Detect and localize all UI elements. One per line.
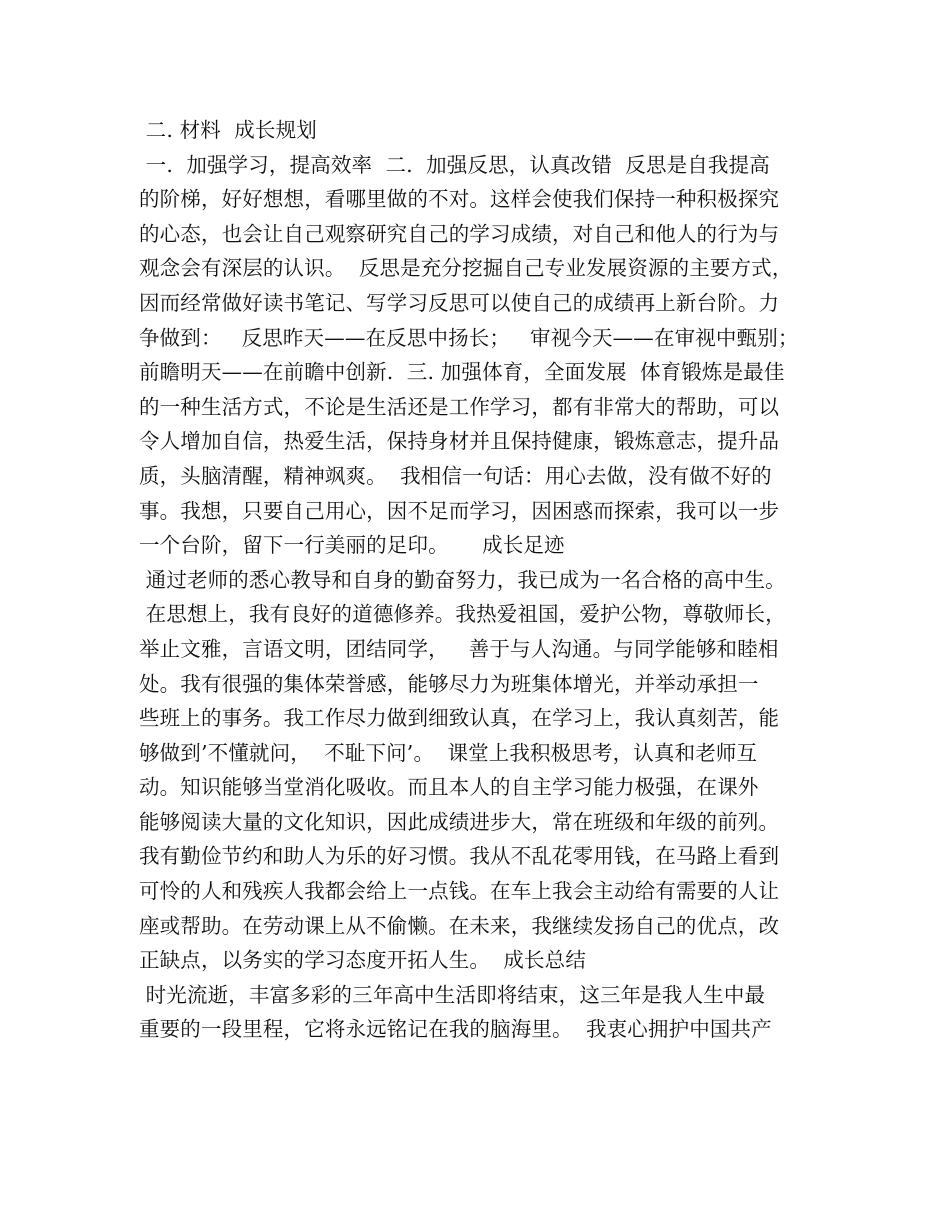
text-line: 的阶梯，好好想想，看哪里做的不对。这样会使我们保持一种积极探究 [139,187,780,212]
text-line: 事。我想，只要自己用心，因不足而学习，因困惑而探索，我可以一步 [139,498,780,523]
text-line: 令人增加自信，热爱生活，保持身材并且保持健康，锻炼意志，提升品 [139,429,780,454]
text-line: 处。我有很强的集体荣誉感，能够尽力为班集体增光，并举动承担一 [139,671,759,696]
text-line: 重要的一段里程，它将永远铭记在我的脑海里。 我衷心拥护中国共产 [139,1017,772,1042]
document-body [139,113,819,1047]
text-line: 够做到’不懂就问， 不耻下问’。 课堂上我积极思考，认真和老师互 [139,740,758,765]
text-line: 二. 材料 成长规划 [139,118,317,142]
text-line: 的心态，也会让自己观察研究自己的学习成绩，对自己和他人的行为与 [139,221,780,246]
text-line: 我有勤俭节约和助人为乐的好习惯。我从不乱花零用钱，在马路上看到 [139,844,780,869]
text-line: 观念会有深层的认识。 反思是充分挖掘自己专业发展资源的主要方式， [139,256,793,281]
text-line: 一. 加强学习，提高效率 二. 加强反思，认真改错 反思是自我提高 [139,152,770,177]
text-line: 一个台阶，留下一行美丽的足印。 成长足迹 [139,533,565,558]
text-line: 正缺点，以务实的学习态度开拓人生。 成长总结 [139,948,586,973]
text-line: 通过老师的悉心教导和自身的勤奋努力，我已成为一名合格的高中生。 [139,567,786,592]
text-line: 座或帮助。在劳动课上从不偷懒。在未来，我继续发扬自己的优点，改 [139,913,780,938]
text-line: 争做到： 反思昨天——在反思中扬长； 审视今天——在审视中甄别； [139,325,799,350]
text-line: 动。知识能够当堂消化吸收。而且本人的自主学习能力极强，在课外 [139,775,759,800]
text-line: 在思想上，我有良好的道德修养。我热爱祖国，爱护公物，尊敬师长， [139,602,786,627]
text-line: 时光流逝，丰富多彩的三年高中生活即将结束，这三年是我人生中最 [139,982,766,1007]
text-line: 的一种生活方式，不论是生活还是工作学习，都有非常大的帮助，可以 [139,394,780,419]
text-line: 前瞻明天——在前瞻中创新. 三. 加强体育，全面发展 体育锻炼是最佳 [139,360,785,385]
text-line: 质，头脑清醒，精神飒爽。 我相信一句话：用心去做，没有做不好的 [139,463,772,488]
text-line: 些班上的事务。我工作尽力做到细致认真，在学习上，我认真刻苦，能 [139,706,780,731]
text-line: 可怜的人和残疾人我都会给上一点钱。在车上我会主动给有需要的人让 [139,879,780,904]
text-line: 能够阅读大量的文化知识，因此成绩进步大，常在班级和年级的前列。 [139,809,780,834]
text-line: 举止文雅，言语文明，团结同学， 善于与人沟通。与同学能够和睦相 [139,636,779,661]
text-line: 因而经常做好读书笔记、写学习反思可以使自己的成绩再上新台阶。力 [139,290,780,315]
